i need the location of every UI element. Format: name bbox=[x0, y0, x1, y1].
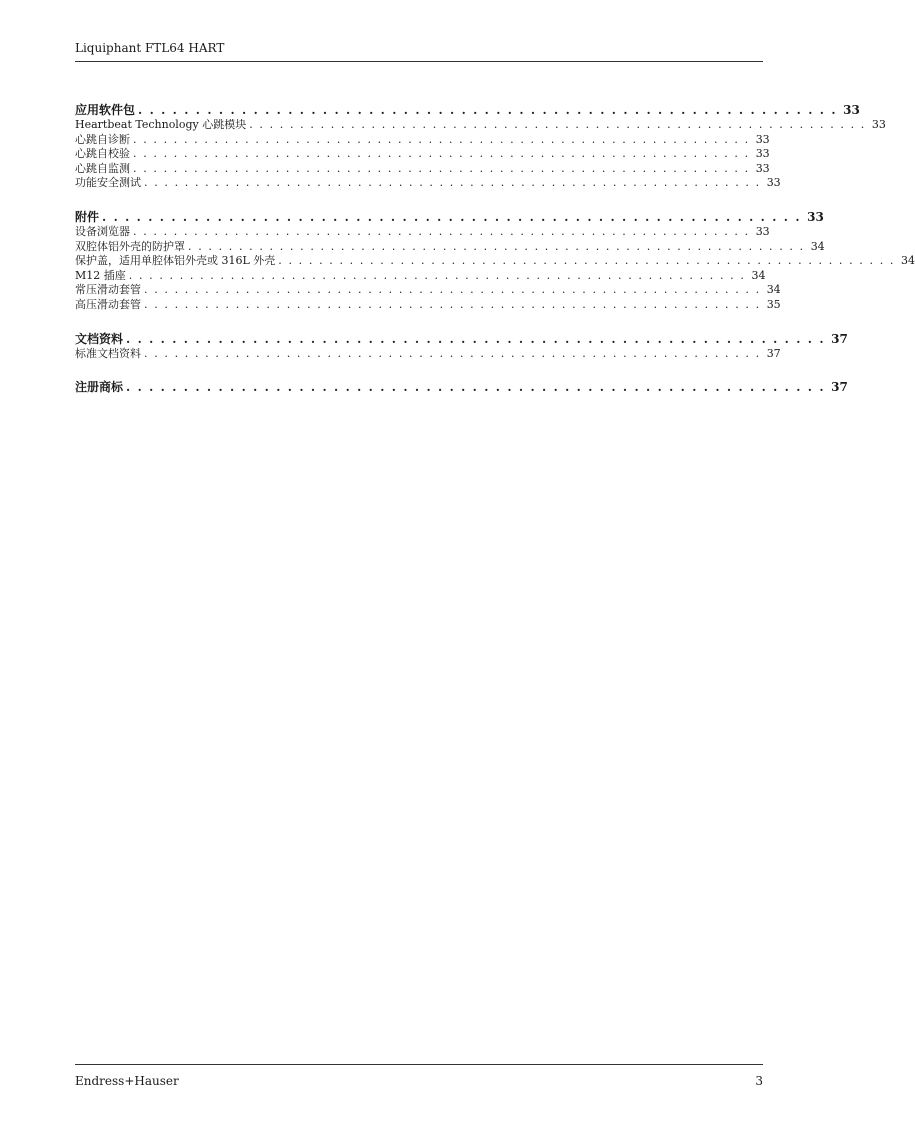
toc-dot-leader: . . . . . . . . . . . . . . . . . . . . . . . . . . . . . . . . . . . . . . . . . . . . . . . . . . . . . . . . . . . . . bbox=[249, 118, 866, 131]
toc-entry-label: 标准文档资料 bbox=[75, 346, 141, 360]
toc-dot-leader: . . . . . . . . . . . . . . . . . . . . . . . . . . . . . . . . . . . . . . . . . . . . . . . . . . . . . . . . . . . . . bbox=[126, 380, 826, 395]
toc-section-heading[interactable] bbox=[75, 102, 860, 118]
toc-entry-page: 35 bbox=[766, 297, 781, 311]
toc-entry-page: 33 bbox=[843, 103, 860, 117]
toc-dot-leader: . . . . . . . . . . . . . . . . . . . . . . . . . . . . . . . . . . . . . . . . . . . . . . . . . . . . . . . . . . . . . bbox=[128, 268, 746, 282]
toc-entry-label: 心跳自诊断 bbox=[75, 132, 130, 146]
toc-entry[interactable] bbox=[75, 132, 770, 148]
toc-entry-label: 文档资料 bbox=[75, 331, 124, 346]
footer-page-number: 3 bbox=[755, 1074, 763, 1088]
table-of-contents bbox=[75, 102, 915, 413]
toc-entry-label: 常压滑动套管 bbox=[75, 283, 141, 297]
document-header-title: Liquiphant FTL64 HART bbox=[75, 41, 225, 55]
toc-dot-leader: . . . . . . . . . . . . . . . . . . . . . . . . . . . . . . . . . . . . . . . . . . . . . . . . . . . . . . . . . . . . . bbox=[144, 283, 761, 297]
toc-section bbox=[75, 331, 848, 362]
toc-entry[interactable] bbox=[75, 161, 770, 177]
toc-entry-label: 高压滑动套管 bbox=[75, 297, 141, 311]
toc-entry-label: M12 插座 bbox=[75, 268, 126, 282]
toc-dot-leader: . . . . . . . . . . . . . . . . . . . . . . . . . . . . . . . . . . . . . . . . . . . . . . . . . . . . . . . . . . . . . bbox=[133, 224, 750, 238]
footer-brand: Endress+Hauser bbox=[75, 1074, 179, 1088]
toc-entry-label: 注册商标 bbox=[75, 380, 124, 395]
toc-entry-page: 34 bbox=[751, 268, 766, 282]
toc-dot-leader: . . . . . . . . . . . . . . . . . . . . . . . . . . . . . . . . . . . . . . . . . . . . . . . . . . . . . . . . . . . . . bbox=[138, 103, 838, 117]
toc-entry-page: 33 bbox=[755, 132, 770, 146]
toc-entry-page: 37 bbox=[831, 331, 848, 346]
toc-entry[interactable] bbox=[75, 297, 781, 313]
toc-section-heading[interactable] bbox=[75, 331, 848, 347]
toc-section bbox=[75, 209, 915, 313]
toc-entry-page: 33 bbox=[807, 209, 824, 224]
toc-entry[interactable] bbox=[75, 346, 781, 362]
toc-entry-label: 应用软件包 bbox=[75, 103, 136, 117]
toc-entry[interactable] bbox=[75, 239, 825, 255]
header-rule bbox=[75, 61, 763, 62]
toc-entry[interactable] bbox=[75, 176, 781, 191]
toc-entry-page: 33 bbox=[766, 176, 781, 190]
toc-entry-label: 设备浏览器 bbox=[75, 224, 130, 238]
toc-entry[interactable] bbox=[75, 268, 766, 284]
toc-entry-label: 心跳自监测 bbox=[75, 161, 130, 175]
toc-dot-leader: . . . . . . . . . . . . . . . . . . . . . . . . . . . . . . . . . . . . . . . . . . . . . . . . . . . . . . . . . . . . . bbox=[126, 331, 826, 346]
toc-entry-label: Heartbeat Technology 心跳模块 bbox=[75, 118, 247, 131]
toc-entry-page: 33 bbox=[755, 161, 770, 175]
toc-entry[interactable] bbox=[75, 283, 781, 298]
toc-section-heading[interactable] bbox=[75, 209, 824, 225]
toc-dot-leader: . . . . . . . . . . . . . . . . . . . . . . . . . . . . . . . . . . . . . . . . . . . . . . . . . . . . . . . . . . . . . bbox=[102, 209, 802, 224]
toc-entry[interactable] bbox=[75, 147, 770, 162]
toc-section bbox=[75, 102, 886, 191]
toc-dot-leader: . . . . . . . . . . . . . . . . . . . . . . . . . . . . . . . . . . . . . . . . . . . . . . . . . . . . . . . . . . . . . bbox=[144, 176, 761, 190]
toc-entry-label: 双腔体铝外壳的防护罩 bbox=[75, 239, 185, 253]
toc-section-heading[interactable] bbox=[75, 379, 848, 395]
toc-entry-page: 34 bbox=[810, 239, 825, 253]
toc-entry[interactable] bbox=[75, 118, 886, 133]
toc-entry[interactable] bbox=[75, 254, 915, 269]
toc-entry-page: 37 bbox=[831, 380, 848, 395]
toc-entry-page: 33 bbox=[755, 147, 770, 161]
toc-entry-label: 心跳自校验 bbox=[75, 147, 130, 161]
toc-section bbox=[75, 379, 848, 395]
toc-dot-leader: . . . . . . . . . . . . . . . . . . . . . . . . . . . . . . . . . . . . . . . . . . . . . . . . . . . . . . . . . . . . . bbox=[144, 346, 761, 360]
toc-dot-leader: . . . . . . . . . . . . . . . . . . . . . . . . . . . . . . . . . . . . . . . . . . . . . . . . . . . . . . . . . . . . . bbox=[278, 254, 895, 268]
toc-entry-label: 功能安全测试 bbox=[75, 176, 141, 190]
toc-entry-page: 34 bbox=[766, 283, 781, 297]
footer-rule bbox=[75, 1064, 763, 1065]
toc-entry[interactable] bbox=[75, 224, 770, 240]
toc-dot-leader: . . . . . . . . . . . . . . . . . . . . . . . . . . . . . . . . . . . . . . . . . . . . . . . . . . . . . . . . . . . . . bbox=[133, 161, 750, 175]
toc-entry-page: 34 bbox=[900, 254, 915, 268]
toc-dot-leader: . . . . . . . . . . . . . . . . . . . . . . . . . . . . . . . . . . . . . . . . . . . . . . . . . . . . . . . . . . . . . bbox=[133, 147, 750, 161]
toc-dot-leader: . . . . . . . . . . . . . . . . . . . . . . . . . . . . . . . . . . . . . . . . . . . . . . . . . . . . . . . . . . . . . bbox=[133, 132, 750, 146]
toc-entry-page: 33 bbox=[755, 224, 770, 238]
toc-dot-leader: . . . . . . . . . . . . . . . . . . . . . . . . . . . . . . . . . . . . . . . . . . . . . . . . . . . . . . . . . . . . . bbox=[188, 239, 805, 253]
toc-entry-page: 33 bbox=[871, 118, 886, 131]
toc-dot-leader: . . . . . . . . . . . . . . . . . . . . . . . . . . . . . . . . . . . . . . . . . . . . . . . . . . . . . . . . . . . . . bbox=[144, 297, 761, 311]
toc-entry-page: 37 bbox=[766, 346, 781, 360]
toc-entry-label: 附件 bbox=[75, 209, 100, 224]
toc-entry-label: 保护盖，适用单腔体铝外壳或 316L 外壳 bbox=[75, 254, 276, 268]
